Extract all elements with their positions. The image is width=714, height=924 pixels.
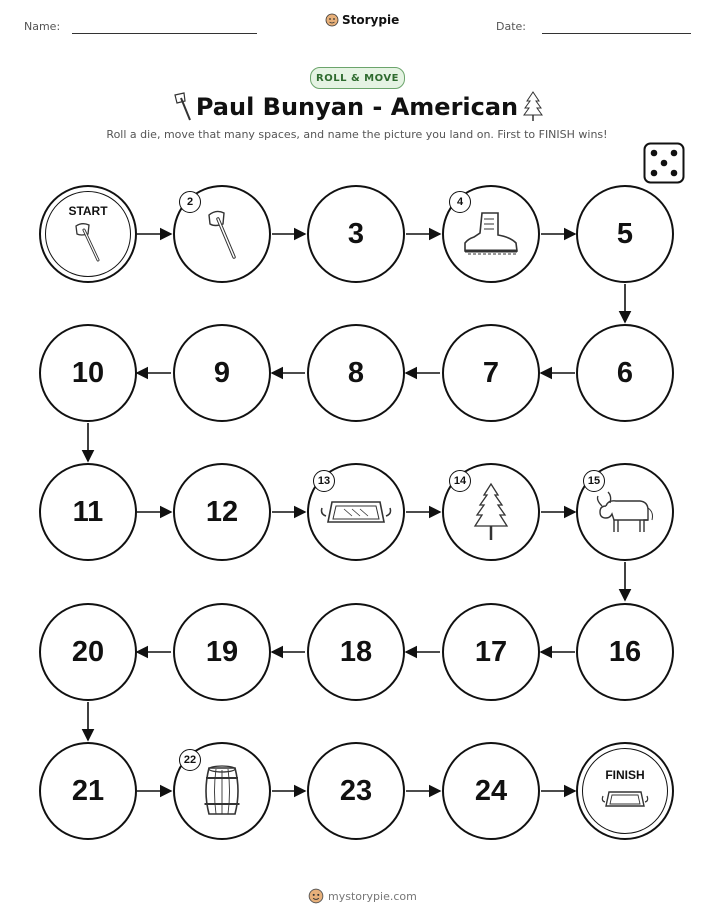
space-number-tag: 4 <box>449 191 471 213</box>
instructions: Roll a die, move that many spaces, and name the picture you land on. First to FINISH wins! <box>106 128 608 141</box>
barrel-icon <box>201 764 243 818</box>
space-number: 5 <box>616 217 634 250</box>
space-20[interactable] <box>39 603 137 701</box>
space-number: 8 <box>347 356 365 389</box>
space-number-tag: 15 <box>583 470 605 492</box>
pine-tree-icon <box>473 482 509 542</box>
space-16[interactable] <box>576 603 674 701</box>
space-17[interactable] <box>442 603 540 701</box>
ox-icon <box>594 488 656 536</box>
space-12[interactable] <box>173 463 271 561</box>
space-10[interactable] <box>39 324 137 422</box>
space-number: 9 <box>213 356 231 389</box>
space-number: 18 <box>339 635 373 668</box>
storypie-mascot-icon <box>308 888 324 904</box>
space-24[interactable] <box>442 742 540 840</box>
baking-pan-icon <box>318 490 394 534</box>
space-number: 7 <box>482 356 500 389</box>
space-7[interactable] <box>442 324 540 422</box>
footer-url[interactable]: mystorypie.com <box>328 889 417 903</box>
space-number: 24 <box>474 774 508 807</box>
space-8[interactable] <box>307 324 405 422</box>
space-number: 10 <box>71 356 105 389</box>
space-21[interactable] <box>39 742 137 840</box>
space-number-tag: 2 <box>179 191 201 213</box>
date-label: Date: <box>496 20 526 33</box>
space-9[interactable] <box>173 324 271 422</box>
name-label: Name: <box>24 20 61 33</box>
boot-icon <box>460 209 522 259</box>
space-11[interactable] <box>39 463 137 561</box>
axe-icon <box>70 220 106 264</box>
space-3[interactable] <box>307 185 405 283</box>
footer <box>308 888 417 904</box>
space-number: 3 <box>347 217 365 250</box>
finish-label: FINISH <box>605 768 645 782</box>
space-number-tag: 13 <box>313 470 335 492</box>
space-number: 23 <box>339 774 373 807</box>
space-number: 11 <box>72 495 104 528</box>
space-number: 6 <box>616 356 634 389</box>
space-number: 20 <box>71 635 105 668</box>
start-label: START <box>68 204 108 218</box>
space-number-tag: 14 <box>449 470 471 492</box>
space-23[interactable] <box>307 742 405 840</box>
space-19[interactable] <box>173 603 271 701</box>
space-number-tag: 22 <box>179 749 201 771</box>
brand-name: Storypie <box>342 13 400 27</box>
axe-icon <box>201 207 243 261</box>
space-6[interactable] <box>576 324 674 422</box>
space-18[interactable] <box>307 603 405 701</box>
baking-pan-icon <box>600 784 650 814</box>
space-number: 19 <box>205 635 239 668</box>
space-number: 12 <box>205 495 239 528</box>
space-finish[interactable] <box>576 742 674 840</box>
space-start[interactable] <box>39 185 137 283</box>
space-5[interactable] <box>576 185 674 283</box>
space-number: 16 <box>608 635 642 668</box>
space-number: 21 <box>71 774 105 807</box>
activity-badge: ROLL & MOVE <box>310 67 405 89</box>
page-title: Paul Bunyan - American <box>195 93 519 121</box>
space-number: 17 <box>474 635 508 668</box>
